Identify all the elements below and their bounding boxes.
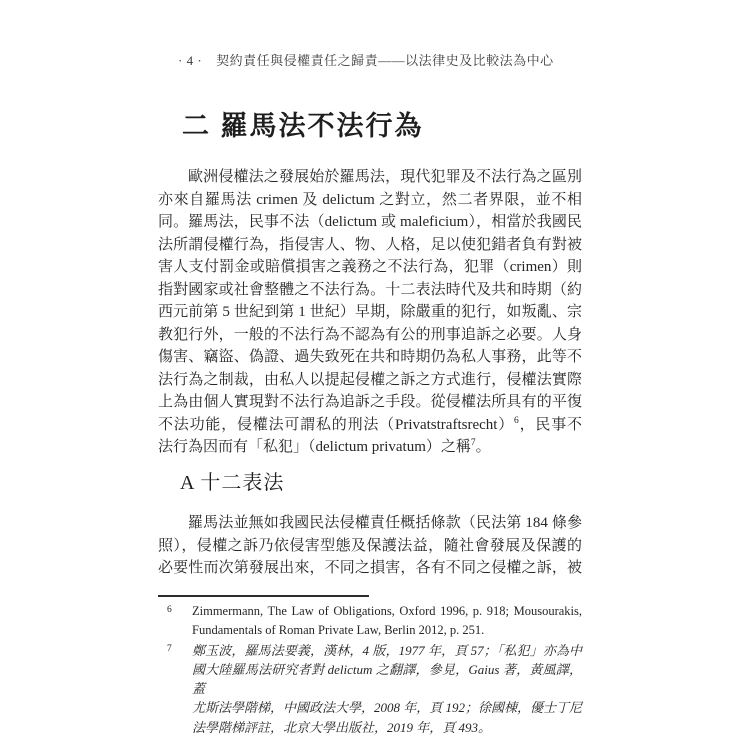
- text-line: 法行為之制裁，由私人以提起侵權之訴之方式進行，侵權法實際: [158, 371, 582, 388]
- footnote-line: 尤斯法學階梯，中國政法大學，2008 年，頁 192；徐國棟，優士丁尼: [192, 700, 583, 716]
- subsection-title: A 十二表法: [180, 472, 285, 494]
- footnote-marker: 6: [167, 605, 172, 615]
- text-line: 法所謂侵權行為，指侵害人、物、人格，足以使犯錯者負有對被: [158, 236, 582, 253]
- footnote-separator: [158, 595, 369, 597]
- footnote-line: Fundamentals of Roman Private Law, Berlin 2012, p. 251.: [192, 623, 485, 638]
- footnote-text: [192, 602, 582, 641]
- text-line: 指對國家或社會整體之不法行為。十二表法時代及共和時期（約: [158, 281, 582, 298]
- page-number: · 4 ·: [178, 53, 203, 68]
- text-line: 害人支付罰金或賠償損害之義務之不法行為，犯罪（crimen）則: [158, 259, 582, 275]
- footnote-line: 國大陸羅馬法研究者對 delictum 之翻譯，參見，Gaius 著，黃風譯，蓋: [192, 661, 582, 697]
- text-line: 亦來自羅馬法 crimen 及 delictum 之對立，然二者界限，並不相: [158, 191, 582, 208]
- text-line: 教犯行外，一般的不法行為不認為有公的刑事追訴之必要。人身: [158, 326, 582, 343]
- text-line: 照），侵權之訴乃依侵害型態及保護法益，隨社會發展及保護的: [158, 537, 582, 554]
- text-line: 歐洲侵權法之發展始於羅馬法，現代犯罪及不法行為之區別: [188, 169, 582, 185]
- paragraph-twelve-tables: [158, 512, 582, 580]
- footnote-line: Zimmermann, The Law of Obligations, Oxford 1996, p. 918; Mousourakis,: [192, 604, 582, 618]
- text-line: 不法功能，侵權法可謂私的刑法（Privatstraftsrecht）$^6$，民事不: [158, 415, 582, 433]
- footnote-marker: 7: [167, 643, 172, 654]
- text-line: 羅馬法並無如我國民法侵權責任概括條款（民法第 184 條參: [188, 515, 582, 531]
- text-line: 上為由個人實現對不法行為追訴之手段。從侵權法所具有的平復: [158, 394, 582, 410]
- section-title: 二 羅馬法不法行為: [182, 111, 424, 141]
- footnote-reference: 6: [514, 415, 519, 426]
- text-line: 必要性而次第發展出來，不同之損害，各有不同之侵權之訴，被: [158, 560, 582, 576]
- page-header: [178, 50, 554, 69]
- footnote: [158, 641, 582, 737]
- footnote-line: 法學階梯評註，北京大學出版社，2019 年，頁 493。: [192, 719, 492, 735]
- running-title: 契約責任與侵權責任之歸責——以法律史及比較法為中心: [216, 53, 554, 68]
- paragraph-main: [158, 166, 582, 459]
- footnotes: [158, 602, 582, 737]
- text-line: 同。羅馬法，民事不法（delictum 或 maleficium），相當於我國民: [158, 214, 582, 230]
- text-line: 西元前第 5 世紀到第 1 世紀）早期，除嚴重的犯行，如叛亂、宗: [158, 304, 582, 320]
- text-line: 傷害、竊盜、偽證、過失致死在共和時期仍為私人事務，此等不: [158, 349, 582, 365]
- footnote-reference: 7: [470, 438, 476, 448]
- footnote-text: [192, 641, 582, 737]
- text-line: 法行為因而有「私犯」（delictum privatum）之稱$^7$。: [158, 438, 491, 455]
- footnote-line: 鄭玉波，羅馬法要義，漢林，4 版，1977 年，頁 57；「私犯」亦為中: [192, 642, 582, 658]
- footnote: [158, 602, 582, 641]
